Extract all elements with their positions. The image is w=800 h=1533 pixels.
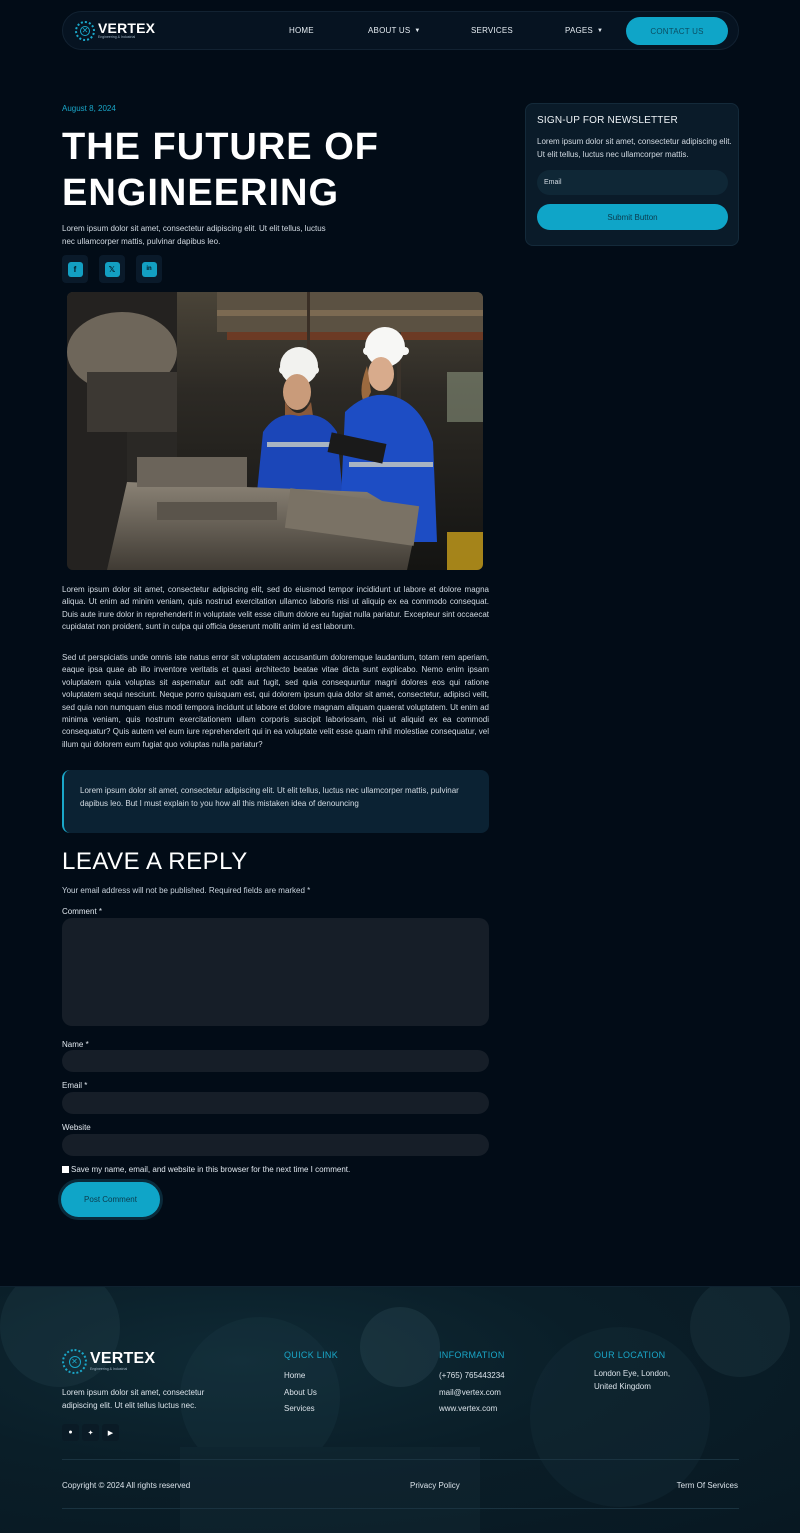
- chevron-down-icon: ▼: [596, 27, 604, 34]
- footer-facebook-button[interactable]: [62, 1424, 79, 1441]
- newsletter-text: Lorem ipsum dolor sit amet, consectetur adipiscing elit. Ut elit tellus, luctus nec ullamcorper mattis.: [537, 137, 732, 159]
- footer-bottom-divider: [62, 1508, 739, 1509]
- email-label: Email *: [62, 1081, 88, 1090]
- title-line-1: THE FUTURE OF: [62, 126, 379, 168]
- gear-logo-icon: ✕: [75, 21, 95, 41]
- save-info-row: [62, 1165, 350, 1174]
- footer-twitter-button[interactable]: [82, 1424, 99, 1441]
- post-paragraph-2: Sed ut perspiciatis unde omnis iste natus error sit voluptatem accusantium doloremque laudantium, totam rem aperiam, eaque ipsa quae ab illo inventore veritatis et quasi architecto beatae vitae dicta sunt explicabo. Nemo enim ipsam voluptatem quia voluptas sit aspernatur aut odit aut fugit, sed quia consequuntur magni dolores eos qui ratione voluptatem sequi nesciunt. Neque porro quisquam est, qui dolorem ipsum quia dolor sit amet, consectetur, adipisci velit, sed quia non numquam eius modi tempora incidunt ut labore et dolore magnam aliquam quaerat voluptatem. Ut enim ad minima veniam, quis nostrum exercitationem ullam corporis suscipit laboriosam, nisi ut aliquid ex ea commodi consequatur? Quis autem vel eum iure reprehenderit qui in ea voluptate velit esse quam nihil molestiae consequatur, vel illum qui dolorem eum fugiat quo voluptas nulla pariatur?: [62, 653, 489, 749]
- footer-about: Lorem ipsum dolor sit amet, consectetur adipiscing elit. Ut elit tellus luctus nec.: [62, 1388, 205, 1410]
- footer-youtube-button[interactable]: [102, 1424, 119, 1441]
- x-twitter-icon: 𝕏: [105, 262, 120, 277]
- nav-pages-label: PAGES: [565, 26, 593, 35]
- email-field[interactable]: [62, 1092, 489, 1114]
- facebook-icon: f: [68, 262, 83, 277]
- comment-textarea[interactable]: [62, 918, 489, 1026]
- footer-location: [594, 1350, 694, 1393]
- save-info-checkbox[interactable]: [62, 1166, 69, 1173]
- nav-pages[interactable]: [565, 26, 603, 35]
- privacy-policy-link[interactable]: Privacy Policy: [410, 1481, 460, 1490]
- comment-label: Comment *: [62, 907, 103, 916]
- newsletter-widget: [525, 103, 739, 246]
- nav-services[interactable]: [471, 26, 513, 35]
- nav-home[interactable]: [289, 26, 314, 35]
- gear-logo-icon: ✕: [62, 1349, 87, 1374]
- chevron-down-icon: ▼: [414, 27, 421, 34]
- reply-title: LEAVE A REPLY: [62, 848, 248, 875]
- footer-divider: [62, 1459, 739, 1460]
- footer-information: [439, 1350, 505, 1418]
- footer-brand-name: VERTEX: [90, 1350, 156, 1368]
- footer-email[interactable]: mail@vertex.com: [439, 1387, 501, 1397]
- nav-home-label: HOME: [289, 26, 314, 35]
- website-label: Website: [62, 1123, 91, 1132]
- share-linkedin-button[interactable]: [136, 255, 162, 283]
- name-label: Name *: [62, 1040, 89, 1049]
- navbar: [62, 11, 739, 50]
- information-title: INFORMATION: [439, 1350, 505, 1360]
- footer-link-services[interactable]: Services: [284, 1404, 315, 1413]
- copyright: Copyright © 2024 All rights reserved: [62, 1481, 191, 1490]
- name-field[interactable]: [62, 1050, 489, 1072]
- footer-quick-links: [284, 1350, 338, 1418]
- post-paragraph-1: Lorem ipsum dolor sit amet, consectetur adipiscing elit, sed do eiusmod tempor incididunt ut labore et dolore magna aliqua. Ut enim ad minim veniam, quis nostrud exercitation ullamco laboris nisi ut aliquip ex ea commodo consequat. Duis aute irure dolor in reprehenderit in voluptate velit esse cillum dolore eu fugiat nulla pariatur. Excepteur sint occaecat cupidatat non proident, sunt in culpa qui officia deserunt mollit anim id est laborum.: [62, 585, 489, 632]
- brand-name: VERTEX: [98, 20, 156, 37]
- post-featured-image: [67, 292, 483, 570]
- share-facebook-button[interactable]: [62, 255, 88, 283]
- newsletter-title: SIGN-UP FOR NEWSLETTER: [537, 115, 678, 126]
- footer-socials: [62, 1424, 119, 1441]
- terms-link[interactable]: Term Of Services: [676, 1481, 738, 1490]
- share-x-button[interactable]: [99, 255, 125, 283]
- nav-about-label: ABOUT US: [368, 26, 411, 35]
- contact-us-button[interactable]: CONTACT US: [626, 17, 728, 45]
- youtube-icon: ▶: [107, 1429, 114, 1437]
- footer-brand-tagline: Engineering & Industrial: [90, 1367, 128, 1372]
- newsletter-submit-button[interactable]: Submit Button: [537, 204, 728, 230]
- nav-services-label: SERVICES: [471, 26, 513, 35]
- twitter-icon: ✦: [87, 1429, 94, 1437]
- footer: [0, 1286, 800, 1533]
- footer-link-home[interactable]: Home: [284, 1371, 306, 1380]
- newsletter-email-input[interactable]: [537, 170, 728, 195]
- post-comment-button[interactable]: Post Comment: [61, 1182, 160, 1217]
- post-excerpt: Lorem ipsum dolor sit amet, consectetur adipiscing elit. Ut elit tellus, luctus nec ullamcorper mattis, pulvinar dapibus leo.: [62, 224, 326, 246]
- quick-link-title: QUICK LINK: [284, 1350, 339, 1360]
- reply-note: Your email address will not be published. Required fields are marked *: [62, 886, 311, 895]
- post-date: August 8, 2024: [62, 104, 116, 113]
- title-line-2: ENGINEERING: [62, 172, 340, 214]
- nav-about-us[interactable]: [368, 26, 421, 35]
- linkedin-icon: in: [142, 262, 157, 277]
- footer-address: London Eye, London, United Kingdom: [594, 1369, 671, 1391]
- brand-tagline: Engineering & Industrial: [98, 35, 136, 40]
- footer-phone[interactable]: (+765) 765443234: [439, 1371, 505, 1380]
- blockquote: Lorem ipsum dolor sit amet, consectetur adipiscing elit. Ut elit tellus, luctus nec ullamcorper mattis, pulvinar dapibus leo. But I must explain to you how all this mistaken idea of denouncing: [62, 770, 489, 833]
- facebook-icon: ●: [68, 1429, 73, 1436]
- footer-website[interactable]: www.vertex.com: [439, 1404, 498, 1413]
- save-info-label: Save my name, email, and website in this browser for the next time I comment.: [71, 1165, 351, 1174]
- website-field[interactable]: [62, 1134, 489, 1156]
- share-buttons: [62, 255, 162, 283]
- footer-link-about[interactable]: About Us: [284, 1387, 317, 1397]
- newsletter-email-placeholder: Email: [544, 179, 562, 186]
- location-title: OUR LOCATION: [594, 1350, 666, 1360]
- footer-brand-logo[interactable]: [62, 1349, 155, 1374]
- page-title: [62, 124, 492, 216]
